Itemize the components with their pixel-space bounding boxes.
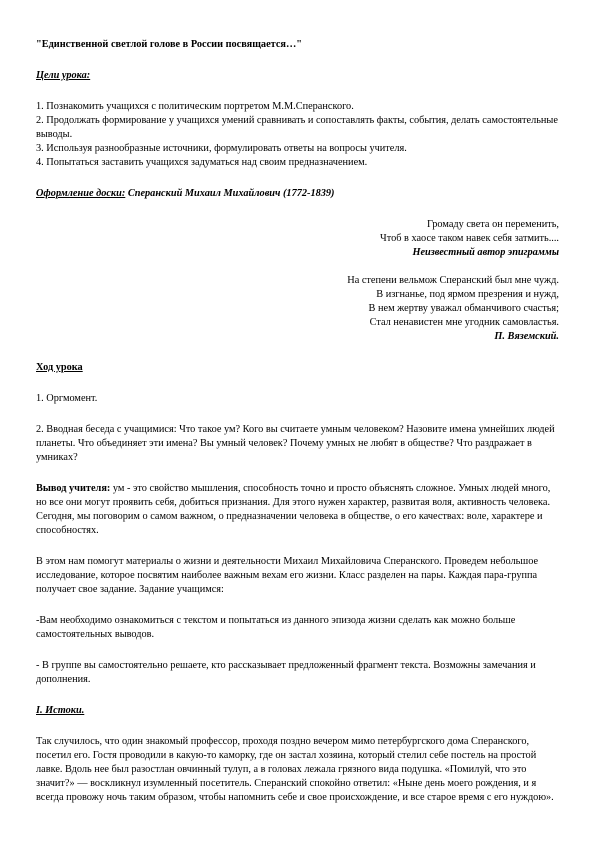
task-item: -Вам необходимо ознакомиться с текстом и попытаться из данного эпизода жизни сделать как можно больше самостоятельных выводов.	[36, 615, 516, 640]
conclusion-text: ум - это свойство мышления, способность точно и просто объяснять сложное. Умных людей много, но все они могут проявить себя, добиться признания. Для этого нужен характер, развитая воля, активность человека. Сегодня, мы поговорим о самом важном, о предназначении человека в обществе, о его качествах: воле, характере и способностях.	[36, 483, 551, 536]
goals-heading: Цели урока:	[36, 70, 91, 81]
document-page	[36, 38, 561, 805]
spacer	[36, 260, 561, 274]
epigraph-line: В изгнанье, под ярмом презрения и нужд,	[376, 289, 559, 300]
spacer	[36, 465, 561, 482]
spacer	[36, 406, 561, 423]
board-text: Сперанский Михаил Михайлович (1772-1839)	[125, 188, 335, 199]
epigraph-author: П. Вяземский.	[494, 331, 559, 342]
document-title: "Единственной светлой голове в России посвящается…"	[36, 39, 302, 50]
goal-item: 4. Попытаться заставить учащихся задуматься над своим предназначением.	[36, 157, 368, 168]
task-item: - В группе вы самостоятельно решаете, кто рассказывает предложенный фрагмент текста. Возможны замечания и дополнения.	[36, 660, 536, 685]
lesson-heading: Ход урока	[36, 362, 83, 373]
spacer	[36, 344, 561, 361]
lesson-step-2: 2. Вводная беседа с учащимися: Что такое ум? Кого вы считаете умным человеком? Назовите имена умнейших людей планеты. Что объединяет эти имена? Вы умный человек? Почему умных не любят в обществе? Что раздражает в умниках?	[36, 424, 555, 463]
spacer	[36, 201, 561, 218]
epigraph-author: Неизвестный автор эпиграммы	[412, 247, 559, 258]
lesson-step-1: 1. Оргмомент.	[36, 393, 98, 404]
epigraph-line: Чтоб в хаосе таком навек себя затмить....	[380, 233, 559, 244]
conclusion-label: Вывод учителя:	[36, 483, 111, 494]
istoki-heading: I. Истоки.	[36, 705, 85, 716]
goal-item: 3. Используя разнообразные источники, формулировать ответы на вопросы учителя.	[36, 143, 407, 154]
epigraph-line: Громаду света он переменить,	[426, 219, 559, 230]
spacer	[36, 52, 561, 69]
teacher-conclusion	[36, 482, 561, 538]
spacer	[36, 170, 561, 187]
istoki-text: Так случилось, что один знакомый профессор, проходя поздно вечером мимо петербургского дома Сперанского, посетил его. Гостя проводили в какую-то каморку, где он застал хозяина, который стелил себе постель на простой лавке. Вдоль нее был разостлан овчинный тулуп, а в головах лежала грязного вида подушка. «Помилуй, что это значит?» — воскликнул изумленный посетитель. Сперанский спокойно ответил: «Ныне день моего рождения, и я всегда провожу ночь таким образом, чтобы напомнить себе и свое происхождение, и все старое время с его нуждою».	[36, 736, 554, 803]
goals-list	[36, 100, 561, 170]
lesson-paragraph: В этом нам помогут материалы о жизни и деятельности Михаил Михайловича Сперанского. Проведем небольшое исследование, которое посвятим наиболее важным вехам его жизни. Класс разделен на пары. Каждая пара-группа получает свое задание. Задание учащимся:	[36, 556, 539, 595]
spacer	[36, 642, 561, 659]
epigraph-line: На степени вельмож Сперанский был мне чужд.	[347, 275, 559, 286]
spacer	[36, 718, 561, 735]
epigraph-line: В нем жертву уважал обманчивого счастья;	[368, 303, 559, 314]
epigraph-2	[36, 274, 561, 344]
board-heading: Оформление доски:	[36, 188, 126, 199]
goal-item: 2. Продолжать формирование у учащихся умений сравнивать и сопоставлять факты, события, делать самостоятельные выводы.	[36, 115, 558, 140]
spacer	[36, 538, 561, 555]
epigraph-1	[36, 218, 561, 260]
goal-item: 1. Познакомить учащихся с политическим портретом М.М.Сперанского.	[36, 101, 354, 112]
spacer	[36, 687, 561, 704]
spacer	[36, 375, 561, 392]
epigraph-line: Стал ненавистен мне угодник самовластья.	[369, 317, 559, 328]
spacer	[36, 83, 561, 100]
board-line	[36, 187, 561, 201]
spacer	[36, 597, 561, 614]
